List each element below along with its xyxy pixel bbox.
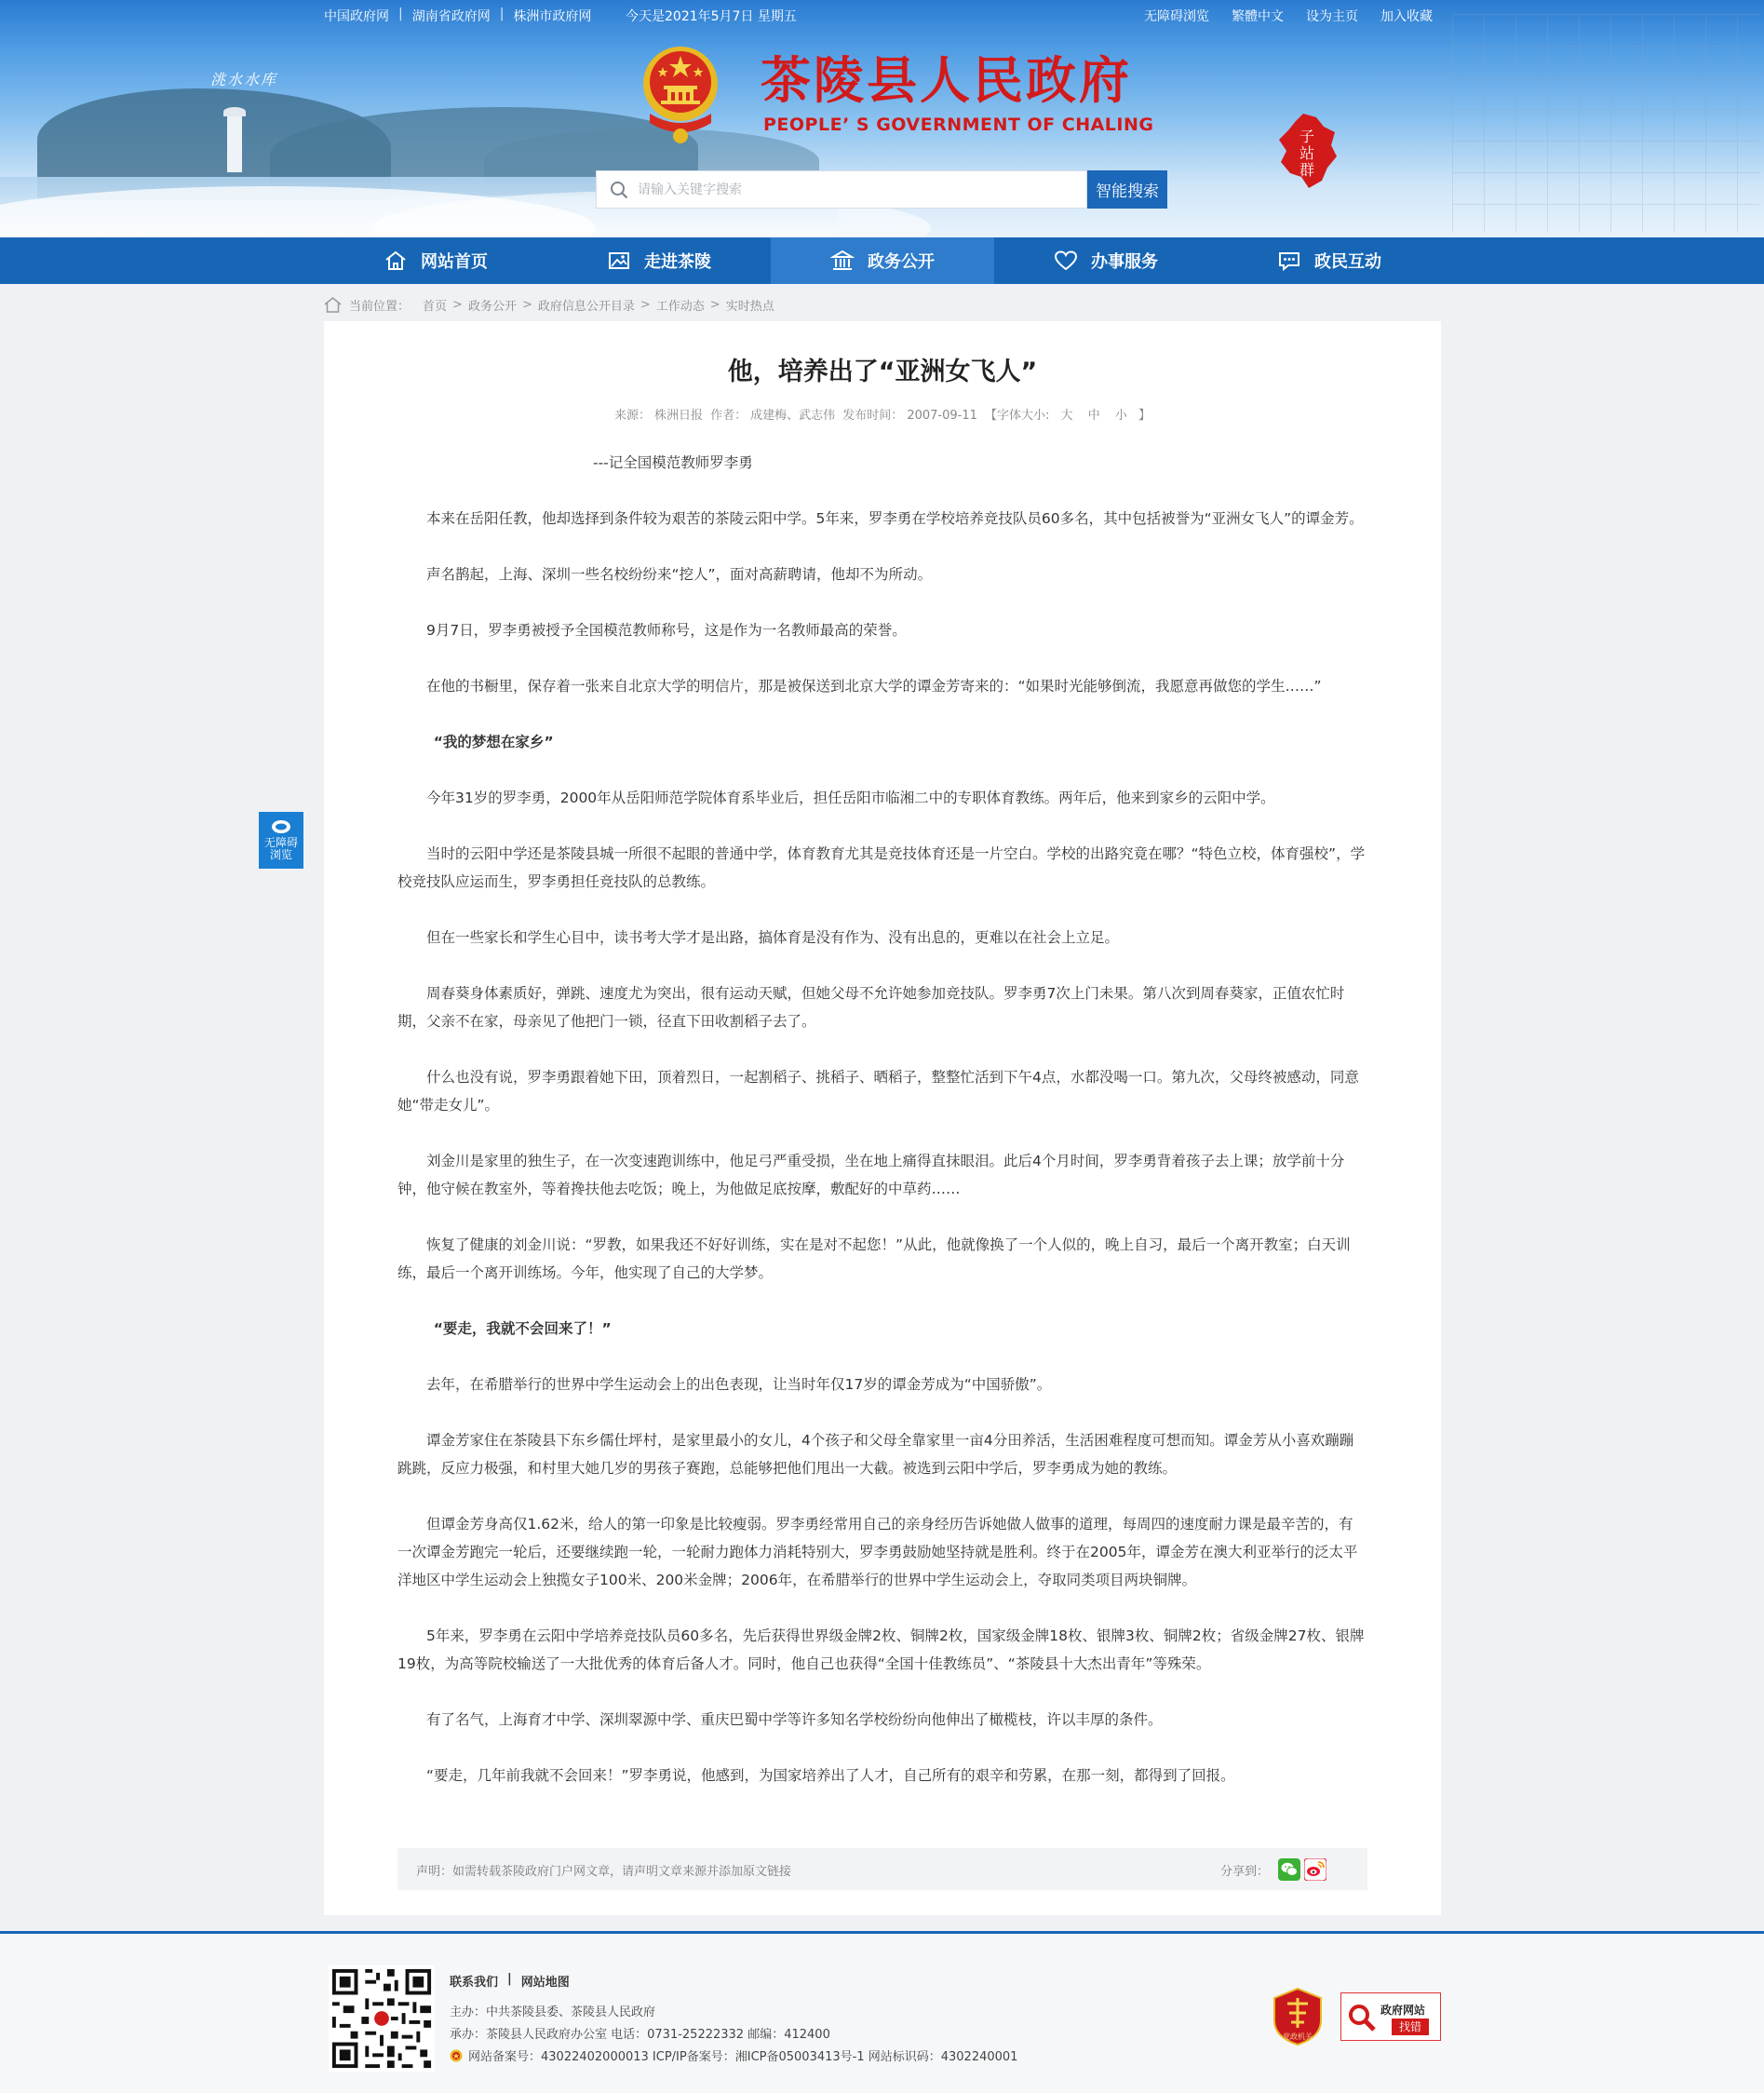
qr-code-icon	[329, 1965, 435, 2072]
share-label: 分享到：	[1219, 1865, 1269, 1879]
nav-interaction[interactable]	[1218, 237, 1441, 284]
paragraph: 谭金芳家住在茶陵县下东乡儒仕坪村，是家里最小的女儿，4个孩子和父母全靠家里一亩4分田养活，生活困难程度可想而知。谭金芳从小喜欢蹦蹦跳跳，反应力极强，和村里大她几岁的男孩子赛跑，总能够把他们甩出一大截。被选到云阳中学后，罗李勇成为她的教练。	[397, 1432, 1354, 1477]
nav-label: 网站首页	[421, 252, 488, 272]
font-size-large-button[interactable]: 大	[1060, 409, 1073, 423]
search-input[interactable]	[638, 171, 1075, 208]
link-separator: |	[499, 7, 505, 21]
paragraph: 去年，在希腊举行的世界中学生运动会上的出色表现，让当时年仅17岁的谭金芳成为“中国骄傲”。	[426, 1376, 1052, 1393]
error-badge-line1: 政府网站	[1380, 2004, 1426, 2017]
nav-label: 走进茶陵	[644, 252, 711, 272]
paragraph: 什么也没有说，罗李勇跟着她下田，顶着烈日，一起割稻子、挑稻子、晒稻子，整整忙活到下午4点，水都没喝一口。第九次，父母终被感动，同意她“带走女儿”。	[397, 1069, 1359, 1114]
add-favorite-link[interactable]: 加入收藏	[1380, 9, 1433, 24]
section-heading: “我的梦想在家乡”	[433, 734, 554, 750]
accessibility-link[interactable]: 无障碍浏览	[1144, 9, 1209, 24]
smart-search-button[interactable]: 智能搜索	[1087, 170, 1167, 209]
author: 成建梅、武志伟	[750, 409, 836, 423]
error-badge-line2: 找错	[1392, 2019, 1429, 2035]
paragraph: 刘金川是家里的独生子，在一次变速跑训练中，他足弓严重受损，坐在地上痛得直抹眼泪。此后4个月时间，罗李勇背着孩子去上课；放学前十分钟，他守候在教室外，等着搀扶他去吃饭；晚上，为他做足底按摩，敷配好的中草药……	[397, 1153, 1345, 1197]
font-size-medium-button[interactable]: 中	[1087, 409, 1100, 423]
section-heading: “要走，我就不会回来了！”	[433, 1320, 612, 1337]
heart-icon	[1054, 249, 1078, 273]
site-map-link[interactable]: 网站地图	[520, 1976, 570, 1990]
breadcrumb-item-hot-topics[interactable]: 实时热点	[725, 299, 774, 314]
a11y-label-line1: 无障碍	[263, 836, 298, 849]
nav-services[interactable]	[994, 237, 1218, 284]
breadcrumb-prefix: 当前位置：	[349, 299, 411, 314]
font-size-label: 【字体大小:	[985, 409, 1050, 423]
nav-home[interactable]	[324, 237, 547, 284]
article-title: 他，培养出了“亚洲女飞人”	[727, 358, 1038, 386]
breadcrumb-item-gov-affairs[interactable]: 政务公开	[467, 299, 517, 314]
paragraph: 当时的云阳中学还是茶陵县城一所很不起眼的普通中学，体育教育尤其是竞技体育还是一片空白。学校的出路究竟在哪？“特色立校，体育强校”，学校竞技队应运而生，罗李勇担任竞技队的总教练。	[397, 845, 1366, 890]
breadcrumb-separator: >	[521, 297, 532, 312]
site-title: 茶陵县人民政府	[761, 50, 1132, 110]
government-building-icon	[830, 249, 855, 273]
contact-us-link[interactable]: 联系我们	[450, 1976, 499, 1990]
nav-label: 政务公开	[868, 252, 935, 272]
paragraph: 恢复了健康的刘金川说：“罗教，如果我还不好好训练，实在是对不起您！”从此，他就像换了一个人似的，晚上自习，最后一个离开教室；白天训练，最后一个离开训练场。今年，他实现了自己的大学梦。	[397, 1236, 1351, 1281]
magnifier-icon	[1347, 2003, 1377, 2032]
link-separator: |	[507, 1972, 512, 1986]
police-badge-icon	[450, 2049, 463, 2062]
nav-about-chaling[interactable]	[547, 237, 771, 284]
chat-icon	[1277, 249, 1301, 273]
paragraph: 声名鹊起，上海、深圳一些名校纷纷来“挖人”，面对高薪聘请，他却不为所动。	[426, 566, 933, 583]
footer-record: 网站备案号：43022402000013 ICP/IP备案号：湘ICP备05003413号-1 网站标识码：4302240001	[468, 2050, 1018, 2064]
gov-links	[324, 7, 591, 25]
home-icon	[384, 249, 408, 273]
paragraph: 9月7日，罗李勇被授予全国模范教师称号，这是作为一名教师最高的荣誉。	[426, 622, 907, 639]
floating-accessibility-button[interactable]	[259, 812, 303, 869]
breadcrumb-separator: >	[452, 297, 463, 312]
nav-government-affairs[interactable]	[771, 237, 994, 284]
nav-label: 办事服务	[1091, 252, 1158, 272]
nav-label: 政民互动	[1314, 252, 1381, 272]
eye-icon	[271, 818, 291, 835]
paragraph: 今年31岁的罗李勇，2000年从岳阳师范学院体育系毕业后，担任岳阳市临湘二中的专职体育教练。两年后，他来到家乡的云阳中学。	[426, 790, 1275, 806]
sub-sites-label: 子站群	[1299, 128, 1314, 179]
breadcrumb-item-work-news[interactable]: 工作动态	[655, 299, 705, 314]
banner-map-decoration	[1452, 14, 1759, 233]
reprint-statement: 声明：如需转载茶陵政府门户网文章，请声明文章来源并添加原文链接	[416, 1865, 792, 1879]
date-label: 发布时间：	[842, 409, 904, 423]
paragraph: 但谭金芳身高仅1.62米，给人的第一印象是比较瘦弱。罗李勇经常用自己的亲身经历告诉她做人做事的道理，每周四的速度耐力课是最辛苦的，有一次谭金芳跑完一轮后，还要继续跑一轮，一轮耐力跑体力消耗特别大，罗李勇鼓励她坚持就是胜利。终于在2005年，谭金芳在澳大利亚举行的泛太平洋地区中学生运动会上独揽女子100米、200米金牌；2006年，在希腊举行的世界中学生运动会上，夺取同类项目两块铜牌。	[397, 1516, 1358, 1588]
paragraph: 周春葵身体素质好，弹跳、速度尤为突出，很有运动天赋，但她父母不允许她参加竞技队。罗李勇7次上门未果。第八次到周春葵家，正值农忙时期，父亲不在家，母亲见了他把门一锁，径直下田收割稻子去了。	[397, 985, 1345, 1030]
search-box	[596, 170, 1087, 209]
publish-date: 2007-09-11	[907, 409, 977, 423]
set-homepage-link[interactable]: 设为主页	[1306, 9, 1358, 24]
font-size-close: 】	[1138, 409, 1151, 423]
paragraph: 本来在岳阳任教，他却选择到条件较为艰苦的茶陵云阳中学。5年来，罗李勇在学校培养竞技队员60多名，其中包括被誉为“亚洲女飞人”的谭金芳。	[426, 510, 1364, 527]
main-nav	[0, 237, 1764, 284]
article-panel	[324, 321, 1441, 1915]
gov-link-central[interactable]: 中国政府网	[324, 9, 389, 24]
breadcrumb-item-catalog[interactable]: 政府信息公开目录	[537, 299, 635, 314]
site-subtitle: PEOPLE’ S GOVERNMENT OF CHALING	[763, 115, 1154, 135]
footer-record-row	[450, 2046, 1017, 2064]
source-label: 来源：	[613, 409, 651, 423]
article-body	[397, 449, 1367, 1817]
article-meta	[324, 405, 1441, 423]
breadcrumb-item-home[interactable]: 首页	[423, 299, 448, 314]
home-icon	[324, 297, 342, 313]
link-separator: |	[398, 7, 403, 21]
weibo-share-icon[interactable]	[1304, 1858, 1326, 1881]
a11y-label-line2: 浏览	[269, 848, 292, 861]
sub-sites-button[interactable]	[1275, 112, 1339, 190]
footer	[0, 1934, 1764, 2093]
breadcrumb-separator: >	[709, 297, 720, 312]
reservoir-label: 洮水水库	[210, 71, 278, 88]
wechat-share-icon[interactable]	[1278, 1858, 1300, 1881]
author-label: 作者：	[710, 409, 747, 423]
top-bar	[0, 0, 1764, 30]
font-size-small-button[interactable]: 小	[1114, 409, 1127, 423]
footer-links	[450, 1972, 570, 1990]
source: 株洲日报	[653, 409, 703, 423]
footer-organizer: 承办：茶陵县人民政府办公室 电话：0731-25222332 邮编：412400	[450, 2028, 830, 2042]
party-badge-text: 党政机关	[1283, 2032, 1313, 2041]
breadcrumb-separator: >	[640, 297, 651, 312]
gov-link-zhuzhou[interactable]: 株洲市政府网	[513, 9, 592, 24]
paragraph: 但在一些家长和学生心目中，读书考大学才是出路，搞体育是没有作为、没有出息的，更难以在社会上立足。	[426, 929, 1120, 946]
party-government-badge[interactable]	[1273, 1987, 1323, 2046]
article-subtitle: ---记全国模范教师罗李勇	[593, 454, 753, 471]
search-icon	[610, 181, 628, 199]
paragraph: 在他的书橱里，保存着一张来自北京大学的明信片，那是被保送到北京大学的谭金芳寄来的：“如果时光能够倒流，我愿意再做您的学生……”	[426, 678, 1322, 695]
gov-link-hunan[interactable]: 湖南省政府网	[411, 9, 491, 24]
statement-bar	[397, 1848, 1367, 1890]
traditional-chinese-link[interactable]: 繁體中文	[1232, 9, 1284, 24]
paragraph: 5年来，罗李勇在云阳中学培养竞技队员60多名，先后获得世界级金牌2枚、铜牌2枚，国家级金牌18枚、银牌3枚、铜牌2枚；省级金牌27枚、银牌19枚，为高等院校输送了一大批优秀的体育后备人才。同时，他自己也获得“全国十佳教练员”、“茶陵县十大杰出青年”等殊荣。	[397, 1627, 1365, 1672]
breadcrumb	[324, 294, 774, 315]
current-date: 今天是2021年5月7日 星期五	[626, 9, 797, 24]
paragraph: 有了名气，上海育才中学、深圳翠源中学、重庆巴蜀中学等许多知名学校纷纷向他伸出了橄榄枝，许以丰厚的条件。	[426, 1711, 1163, 1728]
picture-icon	[607, 249, 631, 273]
footer-sponsor: 主办：中共茶陵县委、茶陵县人民政府	[450, 2005, 656, 2019]
national-emblem-icon	[640, 39, 720, 147]
top-tools	[1144, 7, 1433, 25]
banner-tower	[227, 115, 242, 172]
report-error-badge[interactable]	[1340, 1992, 1441, 2041]
paragraph: “要走，几年前我就不会回来！”罗李勇说，他感到，为国家培养出了人才，自己所有的艰辛和劳累，在那一刻，都得到了回报。	[426, 1767, 1235, 1784]
